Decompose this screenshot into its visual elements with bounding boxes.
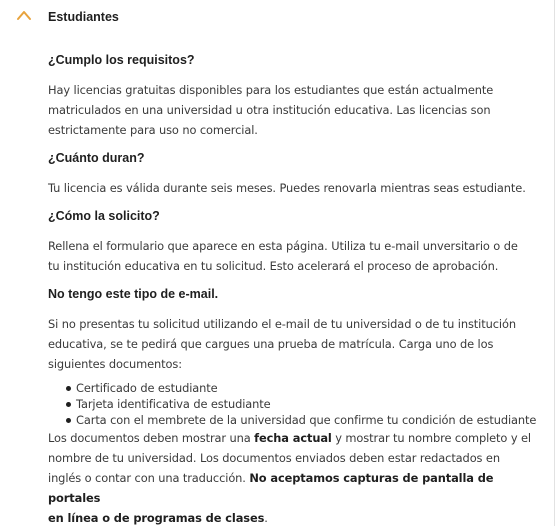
- no-screenshots-emphasis: No aceptamos capturas de pantalla de portales: [48, 471, 494, 505]
- current-date-emphasis: fecha actual: [254, 431, 332, 445]
- answer-no-email-line-3: siguientes documentos:: [48, 357, 182, 371]
- accordion-header[interactable]: [0, 0, 554, 34]
- question-no-email: No tengo este tipo de e-mail.: [48, 287, 219, 301]
- closing-line-2: nombre de tu universidad. Los documentos enviados deben estar redactados en: [48, 451, 500, 465]
- documents-list: [48, 380, 548, 428]
- list-item: Carta con el membrete de la universidad que confirme tu condición de estudiante: [76, 412, 548, 428]
- answer-eligibility-line-3: estrictamente para uso no comercial.: [48, 123, 258, 137]
- list-item: Tarjeta identificativa de estudiante: [76, 396, 548, 412]
- question-how-to-apply: ¿Cómo la solicito?: [48, 209, 160, 223]
- chevron-up-icon: [15, 8, 33, 22]
- closing-line-4: en línea o de programas de clases.: [48, 511, 268, 525]
- closing-line-1: Los documentos deben mostrar una fecha actual y mostrar tu nombre completo y el: [48, 431, 531, 445]
- no-screenshots-emphasis-cont: en línea o de programas de clases: [48, 511, 265, 525]
- accordion-content: [48, 50, 548, 528]
- answer-how-to-apply-line-2: tu institución educativa en tu solicitud. Esto acelerará el proceso de aprobación.: [48, 259, 499, 273]
- question-eligibility: ¿Cumplo los requisitos?: [48, 53, 195, 67]
- accordion-title: Estudiantes: [48, 10, 119, 24]
- question-duration: ¿Cuánto duran?: [48, 151, 145, 165]
- closing-line-3: inglés o contar con una traducción. No aceptamos capturas de pantalla de portales: [48, 471, 494, 505]
- list-item: Certificado de estudiante: [76, 380, 548, 396]
- answer-no-email-line-1: Si no presentas tu solicitud utilizando el e-mail de tu universidad o de tu institución: [48, 317, 516, 331]
- answer-how-to-apply-line-1: Rellena el formulario que aparece en esta página. Utiliza tu e-mail unversitario o de: [48, 239, 518, 253]
- answer-duration: Tu licencia es válida durante seis meses. Puedes renovarla mientras seas estudiante.: [48, 181, 526, 195]
- answer-eligibility-line-2: matriculados en una universidad u otra institución educativa. Las licencias son: [48, 103, 491, 117]
- answer-no-email-line-2: educativa, se te pedirá que cargues una prueba de matrícula. Carga uno de los: [48, 337, 494, 351]
- answer-eligibility-line-1: Hay licencias gratuitas disponibles para los estudiantes que están actualmente: [48, 83, 494, 97]
